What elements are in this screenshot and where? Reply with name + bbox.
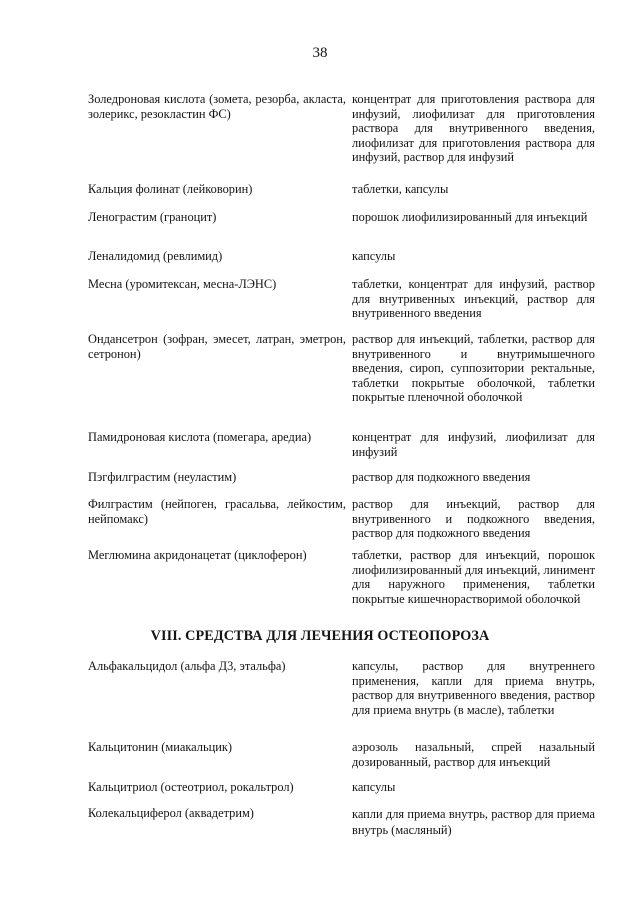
dosage-forms: концентрат для приготовления раствора для инфузий, лиофилизат для приготовления раствора для внутривенного введения, лиофилизат для приготовления раствора для инфузий, раствор для инфузий — [352, 92, 595, 164]
dosage-forms: раствор для инъекций, таблетки, раствор для внутривенного и внутримышечного введения, сироп, суппозитории ректальные, таблетки покрытые оболочкой, таблетки покрытые пленочной оболочкой — [352, 332, 595, 404]
drug-name: Филграстим (нейпоген, грасальва, лейкостим, нейпомакс) — [88, 497, 346, 526]
dosage-forms: аэрозоль назальный, спрей назальный дозированный, раствор для инъекций — [352, 740, 595, 769]
drug-name: Леналидомид (ревлимид) — [88, 249, 223, 263]
drug-name: Ондансетрон (зофран, эмесет, латран, эметрон, сетронон) — [88, 332, 346, 361]
drug-name: Колекальциферол (аквадетрим) — [88, 806, 254, 820]
drug-name: Памидроновая кислота (помегара, аредиа) — [88, 430, 312, 444]
drug-name: Альфакальцидол (альфа Д3, этальфа) — [88, 659, 286, 673]
dosage-forms: таблетки, капсулы — [352, 182, 449, 196]
dosage-forms: концентрат для инфузий, лиофилизат для инфузий — [352, 430, 595, 459]
dosage-forms: капли для приема внутрь, раствор для приема внутрь (масляный) — [352, 807, 595, 837]
drug-name: Кальцитонин (миакальцик) — [88, 740, 233, 754]
drug-name: Пэгфилграстим (неуластим) — [88, 470, 237, 484]
dosage-forms: капсулы, раствор для внутреннего применения, капли для приема внутрь, раствор для внутривенного введения, раствор для приема внутрь (в масле), таблетки — [352, 659, 595, 717]
dosage-forms: таблетки, концентрат для инфузий, раствор для внутривенных инъекций, раствор для внутривенного введения — [352, 277, 595, 320]
drug-name: Золедроновая кислота (зомета, резорба, акласта, золерикс, резокластин ФС) — [88, 92, 346, 121]
drug-name: Кальцитриол (остеотриол, рокальтрол) — [88, 780, 294, 794]
dosage-forms: капсулы — [352, 780, 396, 794]
dosage-forms: порошок лиофилизированный для инъекций — [352, 210, 588, 224]
dosage-forms: таблетки, раствор для инъекций, порошок лиофилизированный для инъекций, линимент для наружного применения, таблетки покрытые кишечнорастворимой оболочкой — [352, 548, 595, 606]
drug-name: Ленограстим (граноцит) — [88, 210, 217, 224]
dosage-forms: раствор для подкожного введения — [352, 470, 531, 484]
dosage-forms: раствор для инъекций, раствор для внутривенного и подкожного введения, раствор для подкожного введения — [352, 497, 595, 540]
section-title: VIII. СРЕДСТВА ДЛЯ ЛЕЧЕНИЯ ОСТЕОПОРОЗА — [150, 628, 490, 644]
drug-name: Месна (уромитексан, месна-ЛЭНС) — [88, 277, 277, 291]
drug-name: Кальция фолинат (лейковорин) — [88, 182, 253, 196]
page-number: 38 — [312, 45, 328, 61]
dosage-forms: капсулы — [352, 249, 396, 263]
drug-name: Меглюмина акридонацетат (циклоферон) — [88, 548, 307, 562]
